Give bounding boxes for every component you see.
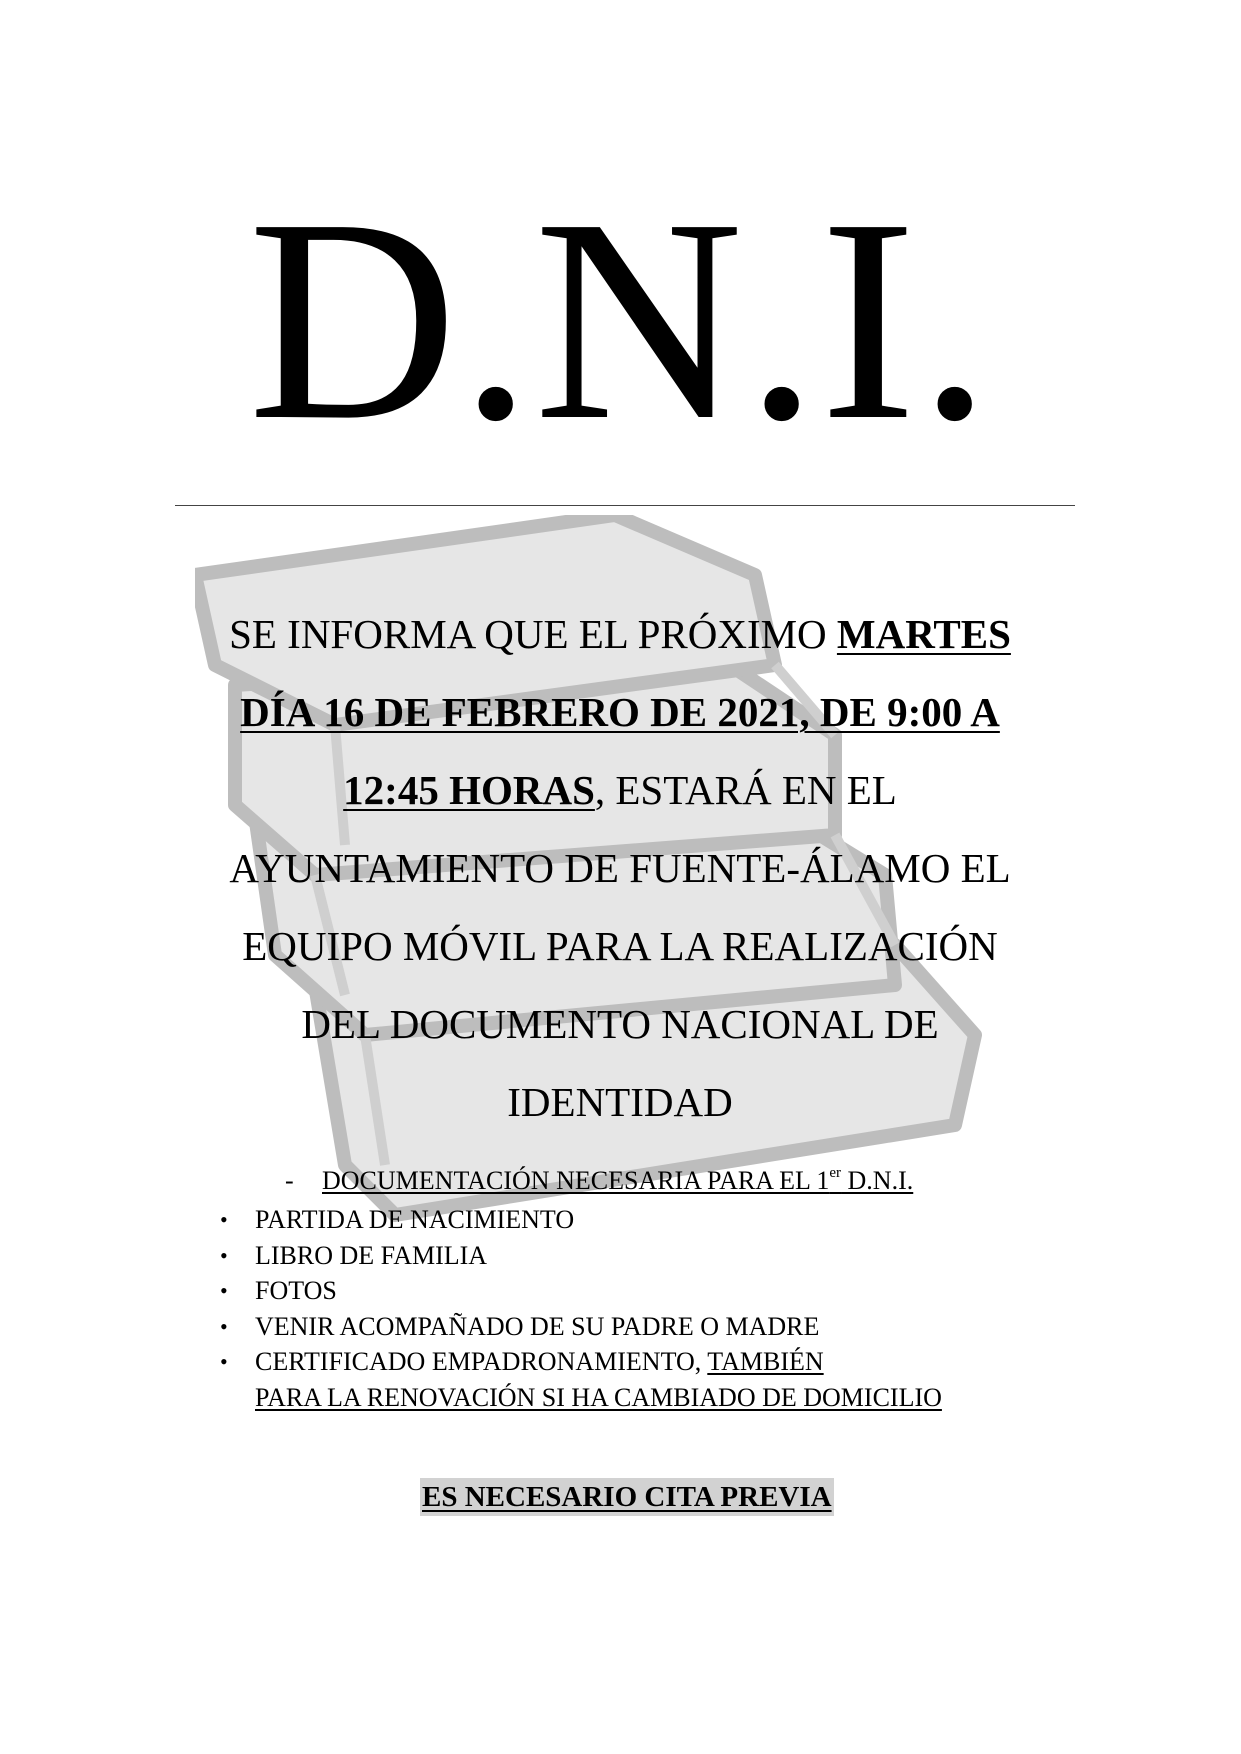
requirements-list bbox=[220, 1202, 942, 1415]
requirements-heading-text: DOCUMENTACIÓN NECESARIA PARA EL 1 bbox=[322, 1166, 830, 1195]
notice-text-5: DEL DOCUMENTO NACIONAL DE bbox=[301, 1001, 939, 1047]
requirements-heading-suffix: D.N.I. bbox=[841, 1166, 914, 1195]
bullet-icon: • bbox=[220, 1242, 228, 1268]
divider-line bbox=[175, 505, 1075, 506]
notice-text-3: AYUNTAMIENTO DE FUENTE-ÁLAMO EL bbox=[229, 845, 1011, 891]
notice-time: 12:45 HORAS bbox=[343, 767, 595, 813]
list-item bbox=[220, 1344, 942, 1415]
list-item: • VENIR ACOMPAÑADO DE SU PADRE O MADRE bbox=[220, 1309, 942, 1345]
notice-text-4: EQUIPO MÓVIL PARA LA REALIZACIÓN bbox=[242, 923, 998, 969]
last-item-underlined-2: PARA LA RENOVACIÓN SI HA CAMBIADO DE DOMICILIO bbox=[255, 1382, 942, 1412]
notice-text-2: , ESTARÁ EN EL bbox=[594, 767, 897, 813]
last-item-text: CERTIFICADO EMPADRONAMIENTO, bbox=[255, 1347, 708, 1376]
list-item: • PARTIDA DE NACIMIENTO bbox=[220, 1202, 942, 1238]
requirements-heading bbox=[285, 1165, 913, 1197]
notice-text-6: IDENTIDAD bbox=[507, 1079, 733, 1125]
page-title: D.N.I. bbox=[248, 159, 993, 480]
list-item: • FOTOS bbox=[220, 1273, 942, 1309]
notice-day: MARTES bbox=[836, 611, 1011, 657]
last-item-underlined-1: TAMBIÉN bbox=[707, 1347, 824, 1376]
appointment-required-notice: ES NECESARIO CITA PREVIA bbox=[420, 1478, 834, 1516]
list-item: • LIBRO DE FAMILIA bbox=[220, 1238, 942, 1274]
bullet-icon: • bbox=[220, 1207, 228, 1232]
notice-paragraph bbox=[140, 595, 1100, 1141]
notice-text-1: SE INFORMA QUE EL PRÓXIMO bbox=[229, 611, 837, 657]
dash-marker: - bbox=[285, 1166, 294, 1195]
bullet-icon: • bbox=[220, 1313, 228, 1339]
bullet-icon: • bbox=[220, 1278, 228, 1303]
notice-date: DÍA 16 DE FEBRERO DE 2021, DE 9:00 A bbox=[240, 689, 1000, 735]
bullet-icon: • bbox=[220, 1349, 228, 1374]
requirements-heading-sup: er bbox=[829, 1165, 842, 1181]
